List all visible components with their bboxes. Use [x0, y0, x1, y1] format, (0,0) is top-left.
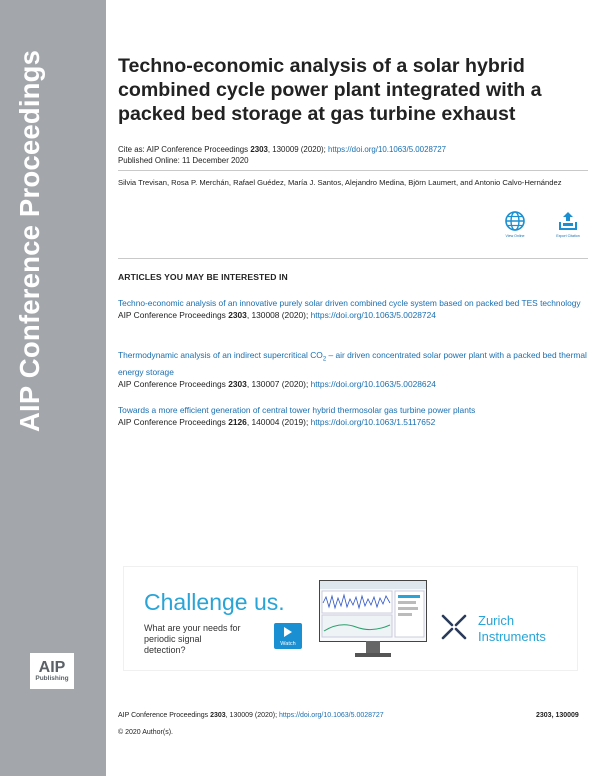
title-post: – air driven concentrated solar power plant with a packed bed thermal energy storage	[118, 350, 587, 377]
divider	[118, 170, 588, 171]
published-date: Published Online: 11 December 2020	[118, 156, 249, 165]
zurich-instruments-logo-icon	[440, 613, 468, 641]
footer-page-ref: 2303, 130009	[536, 712, 579, 719]
authors: Silvia Trevisan, Rosa P. Merchán, Rafael Guédez, María J. Santos, Alejandro Medina, Björn Laumert, and Antonio Calvo-Hernández	[118, 178, 562, 187]
ref-volume: 2126	[228, 417, 247, 427]
signal-plot-graphic	[320, 581, 426, 641]
view-online-label: View Online	[505, 234, 525, 238]
footer-volume: 2303	[210, 712, 226, 719]
related-article-title-link[interactable]: Techno-economic analysis of an innovative purely solar driven combined cycle system based on packed bed TES technology	[118, 298, 581, 308]
sidebar	[0, 0, 106, 776]
related-article-doi-link[interactable]: https://doi.org/10.1063/1.5117652	[310, 417, 436, 427]
related-article-title-link[interactable]: Towards a more efficient generation of central tower hybrid thermosolar gas turbine power plants	[118, 405, 476, 415]
advertisement-banner[interactable]	[123, 566, 578, 671]
ref-journal: AIP Conference Proceedings	[118, 417, 229, 427]
copyright: © 2020 Author(s).	[118, 729, 173, 736]
related-article	[118, 349, 588, 390]
title-subscript: 2	[322, 356, 327, 363]
play-icon	[284, 627, 292, 637]
ad-subtext: What are your needs for periodic signal detection?	[144, 623, 241, 655]
export-citation-icon	[557, 210, 579, 232]
ref-volume: 2303	[228, 310, 247, 320]
sidebar-title: AIP Conference Proceedings	[14, 49, 45, 432]
title-pre: Thermodynamic analysis of an indirect supercritical CO	[118, 350, 323, 360]
watch-button[interactable]	[274, 623, 302, 649]
related-article	[118, 404, 588, 428]
cite-volume: 2303	[250, 145, 268, 154]
cite-rest: , 130009 (2020);	[267, 145, 328, 154]
divider	[118, 258, 588, 259]
footer-doi-link[interactable]: https://doi.org/10.1063/5.0028727	[279, 712, 384, 719]
monitor-illustration	[319, 580, 427, 658]
globe-icon	[504, 210, 526, 232]
paper-title: Techno-economic analysis of a solar hybrid combined cycle power plant integrated with a packed bed storage at gas turbine exhaust	[118, 55, 542, 125]
citation-line	[118, 144, 588, 155]
brand-line-1: Zurich	[478, 613, 515, 628]
export-citation-button[interactable]	[543, 210, 593, 238]
zurich-instruments-brand	[478, 613, 546, 645]
logo-text-aip: AIP	[38, 658, 66, 676]
footer-citation	[118, 712, 384, 719]
monitor-screen	[319, 580, 427, 642]
related-article-title-link[interactable]	[118, 350, 587, 377]
export-citation-label: Export Citation	[556, 234, 580, 238]
ref-rest: , 140004 (2019);	[246, 417, 311, 427]
footer-journal: AIP Conference Proceedings	[118, 712, 211, 719]
aip-publishing-logo[interactable]	[30, 653, 74, 689]
related-article-ref	[118, 378, 588, 390]
related-article-doi-link[interactable]: https://doi.org/10.1063/5.0028624	[310, 378, 436, 389]
logo-text-publishing: Publishing	[35, 674, 69, 682]
view-online-button[interactable]	[490, 210, 540, 238]
ref-rest: , 130008 (2020);	[246, 310, 311, 320]
paper-doi-link[interactable]: https://doi.org/10.1063/5.0028727	[328, 145, 447, 154]
related-article-ref	[118, 309, 588, 321]
related-article-doi-link[interactable]: https://doi.org/10.1063/5.0028724	[310, 310, 436, 320]
ref-journal: AIP Conference Proceedings	[118, 310, 229, 320]
ref-volume: 2303	[228, 378, 247, 389]
related-articles-heading: ARTICLES YOU MAY BE INTERESTED IN	[118, 272, 288, 282]
related-article	[118, 297, 588, 321]
ref-rest: , 130007 (2020);	[246, 378, 311, 389]
watch-label: Watch	[280, 641, 296, 647]
monitor-base	[355, 653, 391, 657]
monitor-stand	[366, 641, 380, 653]
ref-journal: AIP Conference Proceedings	[118, 378, 229, 389]
brand-line-2: Instruments	[478, 629, 546, 644]
related-article-ref	[118, 416, 588, 428]
cite-label: Cite as: AIP Conference Proceedings	[118, 145, 251, 154]
footer-rest: , 130009 (2020);	[225, 712, 279, 719]
ad-headline: Challenge us.	[144, 589, 285, 615]
